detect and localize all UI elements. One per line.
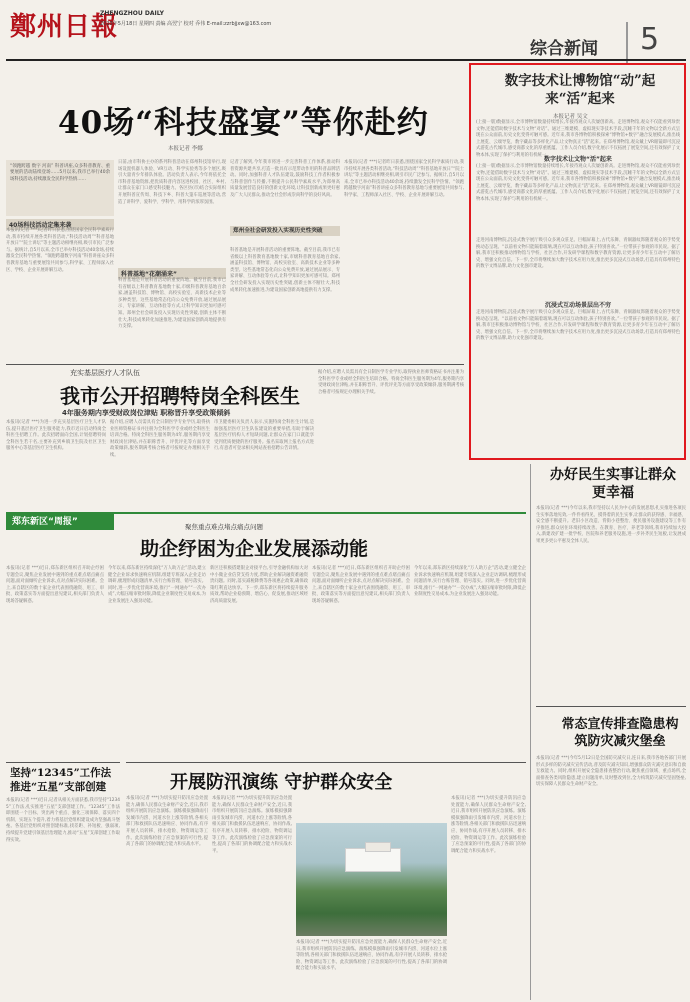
a8-body: 本报讯(记者 ***)今年5月12日是全国防灾减灾日,连日来,我市各地各部门开展形式多样的防灾减灾宣传活动,普及防灾减灾知识,增强群众防灾减灾意识和自救互救能力。同时,组织开展安全隐患排查整治行动,聚焦重点领域、重点场所,全面排查各类风险隐患,建立问题清单,及时整改到位,全力构筑防灾减灾坚固堡垒,切实保障人民群众生命财产安全。	[536, 756, 686, 788]
a1-byline: 本报记者 李娜	[168, 146, 203, 152]
a2-body-2: 走进河南博物院,沉浸式数字展厅吸引众多观众驻足。巨幅屏幕上,古代乐舞、青铜器纹饰随着观众的手势变换动态呈现。“以前看文物只能隔着玻璃,现在可以互动体验,孩子特别喜欢。”一位带孩子参观的市民说。据了解,我市还积极推动博物馆与学校、社区合作,开发研学课程和数字教育资源,让更多青少年在互动中了解历史、增强文化自信。下一步,全市将继续加大数字技术应用力度,推出更多沉浸式互动场景,打造具有郑州特色的数字文博品牌,助力文化强市建设。	[476, 238, 680, 270]
a4-kicker: 聚焦重点难点堵点痛点问题	[185, 523, 263, 531]
a1-quote: “领跑跨越 数字 河南” 科普讲座,众多科普教育、重要展的活动陆续登场……5月以来,我市已举行40余场科技活动,持续激发全民科学热情……	[10, 164, 110, 182]
a1-col-1: 本报讯(记者 ***)记者昨日获悉,围绕国家全民科学素质行动,我市持续开展各类科普活动,“科技活动周”“科普基地开放日”“院士讲坛”等主题活动相继亮相,吸引市民广泛参与。据统计,自5月以来,全市已举办科技活动40余场,持续激发全民科学热情。“领跑跨越数字河南”科普讲座众多科普教育基地与重要展馆共同参与,科学家、工程师深入社区、学校、企业开展讲解互动。	[6, 228, 114, 273]
a2-lead: (上接一版)数据显示,全市博物馆数量持续增长,年接待观众人次屡创新高。走进博物馆,观众不仅能看到珍贵文物,还能借助数字技术与文物“对话”。通过三维建模、虚拟现实等技术手段,沉睡千年的文物以全新方式呈现在公众面前,历史文化变得可触可感。近年来,我市各博物馆积极探索“博物馆+数字”融合发展模式,推出线上展览、云端导览、数字藏品等多样化产品,让文物真正“活”起来。在郑州博物馆,观众戴上VR眼镜即可沉浸式游览古代城市,感受商都文化的厚重底蕴。工作人员介绍,数字化展示不仅拓展了展览空间,还有效保护了文物本体,实现了保护与利用的有机统一。	[476, 120, 680, 158]
a3-col-1: 本报讯(记者 ***)为进一步充实基层医疗卫生人才队伍,提升基层医疗卫生服务能力,我市近日启动特岗全科医生招聘工作。此次招聘面向全国,计划招聘特岗全科医生若干名,主要补充到乡镇卫生院及社区卫生服务中心等基层医疗卫生机构。	[6, 420, 106, 452]
a6-body: 本报讯(记者 ***)近日,记者从相关方面获悉,我市坚持“12345”工作法,扎实推进“五星”支部创建工作。“12345”工作法即围绕一个目标、突出两个重点、强化三项保障、落实四个机制、实现五个提升,着力将基层党组织建设成为坚强战斗堡垒。各基层党组织对照创建标准,找差距、补短板、强弱项,持续提升党建引领基层治理能力,推动“五星”支部创建工作取得实效。	[6, 798, 120, 843]
a5-body: 本报讯(记者 ***)今年以来,我市坚持以人民为中心的发展思想,扎实推进各项民生实事落地见效,一件件看得见、摸得着的民生实事,让群众的获得感、幸福感、安全感不断提升。老旧小区改造、背街小巷整治、便民服务设施建设等工作有序推进,群众居住环境持续改善。在教育、医疗、养老等领域,我市持续加大投入,新建改扩建一批学校、医院和养老服务设施,进一步补齐民生短板,让发展成果更多更公平惠及全体人民。	[536, 506, 686, 544]
a1-subhead-3: 郑州全社会研发投入实现历史性突破	[230, 226, 340, 236]
a2-subhead-1: 数字技术让文物“活”起来	[544, 156, 612, 163]
newspaper-logo: 鄭州日報	[10, 12, 119, 42]
a1-headline: 40场“科技盛宴”等你赴约	[58, 105, 429, 141]
a1-col-3b: 科普基地是开展科普活动的重要阵地。截至目前,我市已有省级以上科普教育基地数十家,市级科普教育基地百余家,涵盖科技馆、博物馆、高校实验室、高新技术企业等多种类型。这些基地常态化向公众免费开放,通过展品展示、专家讲解、互动体验等方式,让科学知识更加可感可知。郑州全社会研发投入实现历史性突破,创新主体不断壮大,科技成果转化加速推进,为建设国家创新高地提供有力支撑。	[230, 248, 340, 293]
a2-body-1: (上接一版)数据显示,全市博物馆数量持续增长,年接待观众人次屡创新高。走进博物馆,观众不仅能看到珍贵文物,还能借助数字技术与文物“对话”。通过三维建模、虚拟现实等技术手段,沉睡千年的文物以全新方式呈现在公众面前,历史文化变得可触可感。近年来,我市各博物馆积极探索“博物馆+数字”融合发展模式,推出线上展览、云端导览、数字藏品等多样化产品,让文物真正“活”起来。在郑州博物馆,观众戴上VR眼镜即可沉浸式游览古代城市,感受商都文化的厚重底蕴。工作人员介绍,数字化展示不仅拓展了展览空间,还有效保护了文物本体,实现了保护与利用的有机统一。	[476, 164, 680, 202]
a2-subhead-2: 沉浸式互动场景层出不穷	[544, 302, 611, 309]
a2-headline: 数字技术让博物馆“动”起来“活”起来	[504, 73, 656, 107]
a3-headline: 我市公开招聘特岗全科医生	[60, 384, 300, 408]
date-line: 2023年5月18日 星期四 责编 高翌宁 校对 乔伟 E-mail:zzrbjjxw@163.com	[100, 21, 272, 27]
page-number: 5	[626, 22, 674, 64]
column-divider	[530, 464, 531, 1000]
a3-col-4: 据介绍,应聘人员需具有全日制医学专业学历,取得执业医师资格证书并注册为全科医学专业或经全科医生培训合格。特岗全科医生服务期为4年,服务期内享受财政岗位津贴,并在职称晋升、评优评先等方面享受政策倾斜,服务期满考核合格者可按规定办理相关手续。	[318, 370, 464, 395]
a2-byline: 本报记者 吴文	[553, 114, 588, 120]
a1-subhead-2: 科普基地“花潮涌来”	[118, 268, 226, 279]
a3-col-3: 市卫健委相关负责人表示,实施特岗全科医生计划,是加强基层医疗卫生队伍建设的重要举措,有助于解决基层医疗机构人才短缺问题,让群众在家门口就能享受到优质便捷的医疗服务。报名采取网上报名方式进行,有意者可登录相关网站查看招聘公告详情。	[214, 420, 314, 452]
a1-col-3: 记者了解到,今年我市将进一步完善科普工作体系,推动科普资源共建共享,打造一批具有示范带动作用的科普品牌活动。同时,加强科普人才队伍建设,鼓励科技工作者积极参与科普创作与传播,不断提升公民科学素质水平,为郑州高质量发展营造良好的创新文化环境,让科技创新成果更好惠及广大人民群众,推动全社会形成崇尚科学的良好风尚。	[230, 160, 340, 198]
a1-subhead-1: 40场科技活动定集来袭	[6, 219, 114, 230]
section-name: 综合新闻	[530, 39, 598, 59]
flood-drill-photo	[296, 823, 447, 936]
divider	[6, 762, 120, 763]
a4-col-1: 本报讯(记者 ***)近日,郑东新区组织召开助企纾困专题会议,聚焦企业发展中遇到的重点难点堵点痛点问题,面对面倾听企业诉求,点对点解决实际困难。会上,来自辖区的数十家企业代表围绕融资、用工、审批、政策落实等方面提出意见建议,相关部门负责人现场答疑解惑。	[6, 566, 104, 604]
a4-headline: 助企纾困为企业发展添动能	[140, 538, 369, 560]
a7-col-3: 本报讯(记者 ***)为切实提升防汛应急处置能力,确保人民群众生命财产安全,近日,我市组织开展防汛应急演练。演练模拟强降雨引发城市内涝、河道水位上涨等险情,各相关部门和救援队伍迅速响应、协同作战,有序开展人员转移、排水抢险、物资调运等工作。此次演练检验了应急预案的可行性,提高了各部门的协调配合能力和实战水平。	[296, 940, 447, 972]
a3-subtitle: 4年服务期内享受财政岗位津贴 职称晋升享受政策倾斜	[62, 409, 231, 417]
a7-headline: 开展防汛演练 守护群众安全	[170, 772, 393, 793]
a4-col-3: 新区还积极搭建银企对接平台,引导金融机构加大对中小微企业信贷支持力度,帮助企业解决融资难融资贵问题。同时,落实减税降费等各项惠企政策,确保政策红利直达快享。下一步,郑东新区将持续提升服务质效,帮助企业稳预期、增信心、促发展,推动区域经济高质量发展。	[210, 566, 308, 604]
a7-col-1: 本报讯(记者 ***)为切实提升防汛应急处置能力,确保人民群众生命财产安全,近日,我市组织开展防汛应急演练。演练模拟强降雨引发城市内涝、河道水位上涨等险情,各相关部门和救援队伍迅速响应、协同作战,有序开展人员转移、排水抢险、物资调运等工作。此次演练检验了应急预案的可行性,提高了各部门的协调配合能力和实战水平。	[126, 796, 208, 848]
a6-headline: 坚持“12345”工作法推进“五星”支部创建	[10, 767, 112, 793]
photo-boat-cabin	[365, 842, 391, 852]
a1-col-4: 本报讯(记者 ***)记者昨日获悉,围绕国家全民科学素质行动,我市持续开展各类科普活动,“科技活动周”“科普基地开放日”“院士讲坛”等主题活动相继亮相,吸引市民广泛参与。据统计,自5月以来,全市已举办科技活动40余场,持续激发全民科学热情。“领跑跨越数字河南”科普讲座众多科普教育基地与重要展馆共同参与,科学家、工程师深入社区、学校、企业开展讲解互动。	[344, 160, 464, 198]
divider	[536, 706, 686, 707]
a4-col-2: 今年以来,郑东新区持续深化“万人助万企”活动,建立健全企业诉求快速响应机制,组建专班深入企业走访调研,梳理形成问题清单,实行台账管理、销号落实。同时,进一步优化营商环境,推行“一网通办”“一次办成”,大幅压缩审批时限,降低企业制度性交易成本,为企业发展注入强劲动能。	[108, 566, 206, 604]
a1-quote-box	[6, 160, 114, 216]
masthead-rule	[6, 59, 686, 61]
a5-headline: 办好民生实事让群众更幸福	[550, 467, 676, 501]
paper-name: ZHENGZHOU DAILY	[100, 10, 164, 17]
divider	[6, 364, 464, 365]
a4-col-4: 本报讯(记者 ***)近日,郑东新区组织召开助企纾困专题会议,聚焦企业发展中遇到的重点难点堵点痛点问题,面对面倾听企业诉求,点对点解决实际困难。会上,来自辖区的数十家企业代表围绕融资、用工、审批、政策落实等方面提出意见建议,相关部门负责人现场答疑解惑。	[312, 566, 410, 604]
a3-col-2: 据介绍,应聘人员需具有全日制医学专业学历,取得执业医师资格证书并注册为全科医学专业或经全科医生培训合格。特岗全科医生服务期为4年,服务期内享受财政岗位津贴,并在职称晋升、评优评先等方面享受政策倾斜,服务期满考核合格者可按规定办理相关手续。	[110, 420, 210, 458]
a1-col-2b: 科普基地是开展科普活动的重要阵地。截至目前,我市已有省级以上科普教育基地数十家,市级科普教育基地百余家,涵盖科技馆、博物馆、高校实验室、高新技术企业等多种类型。这些基地常态化向公众免费开放,通过展品展示、专家讲解、互动体验等方式,让科学知识更加可感可知。郑州全社会研发投入实现历史性突破,创新主体不断壮大,科技成果转化加速推进,为建设国家创新高地提供有力支撑。	[118, 278, 226, 330]
a4-col-5: 今年以来,郑东新区持续深化“万人助万企”活动,建立健全企业诉求快速响应机制,组建专班深入企业走访调研,梳理形成问题清单,实行台账管理、销号落实。同时,进一步优化营商环境,推行“一网通办”“一次办成”,大幅压缩审批时限,降低企业制度性交易成本,为企业发展注入强劲动能。	[414, 566, 526, 598]
a8-headline: 常态宣传排查隐患构筑防灾减灾堡垒	[561, 717, 679, 749]
a3-kicker: 充实基层医疗人才队伍	[70, 369, 140, 377]
a1-col-2: 日前,由市科协主办的系列科普活动在郑州科技馆举行,现场设置机器人体验、VR互动、科学实验秀等多个展区,吸引大量青少年排队体验。活动负责人表示,今年将依托全市科普基地资源,把优质科普内容送进校园、社区、乡村,让群众在家门口感受科技魅力。各区县(市)结合实际组织开展科普宣传周、科技下乡、科普大篷车巡展等活动,营造了讲科学、爱科学、学科学、用科学的浓厚氛围。	[118, 160, 226, 205]
a7-col-4: 本报讯(记者 ***)为切实提升防汛应急处置能力,确保人民群众生命财产安全,近日,我市组织开展防汛应急演练。演练模拟强降雨引发城市内涝、河道水位上涨等险情,各相关部门和救援队伍迅速响应、协同作战,有序开展人员转移、排水抢险、物资调运等工作。此次演练检验了应急预案的可行性,提高了各部门的协调配合能力和实战水平。	[451, 796, 526, 854]
a2-body-3: 走进河南博物院,沉浸式数字展厅吸引众多观众驻足。巨幅屏幕上,古代乐舞、青铜器纹饰随着观众的手势变换动态呈现。“以前看文物只能隔着玻璃,现在可以互动体验,孩子特别喜欢。”一位带孩子参观的市民说。据了解,我市还积极推动博物馆与学校、社区合作,开发研学课程和数字教育资源,让更多青少年在互动中了解历史、增强文化自信。下一步,全市将继续加大数字技术应用力度,推出更多沉浸式互动场景,打造具有郑州特色的数字文博品牌,助力文化强市建设。	[476, 310, 680, 342]
a4-section-label: 郑东新区“周报”	[6, 514, 114, 530]
divider	[126, 762, 526, 763]
a7-col-2: 本报讯(记者 ***)为切实提升防汛应急处置能力,确保人民群众生命财产安全,近日,我市组织开展防汛应急演练。演练模拟强降雨引发城市内涝、河道水位上涨等险情,各相关部门和救援队伍迅速响应、协同作战,有序开展人员转移、排水抢险、物资调运等工作。此次演练检验了应急预案的可行性,提高了各部门的协调配合能力和实战水平。	[212, 796, 292, 854]
